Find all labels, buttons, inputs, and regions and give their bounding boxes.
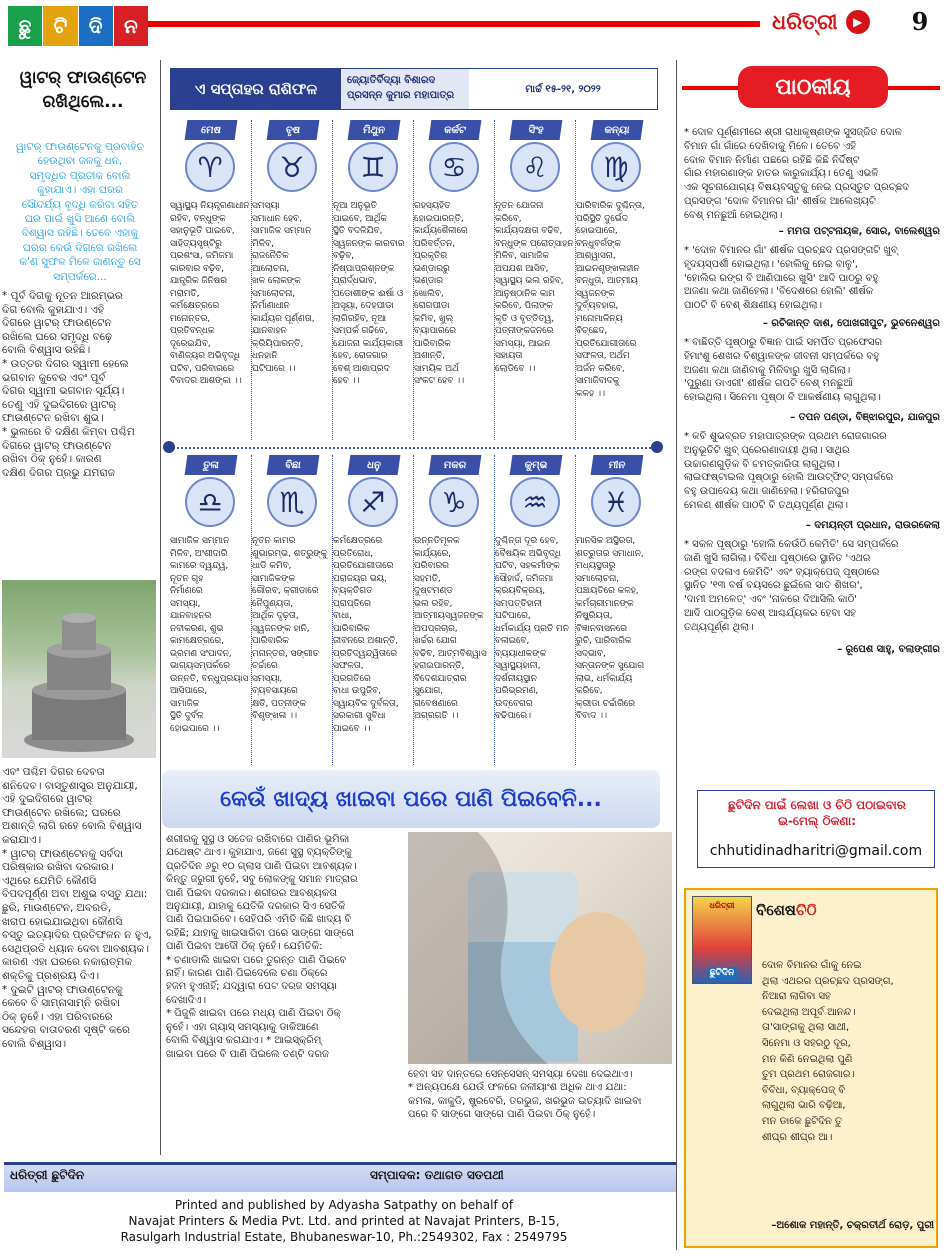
virgo-icon: ♍ (591, 142, 641, 192)
drinking-water-illustration (408, 832, 672, 1064)
article-column-2: ହେବା ସହ ଦାନ୍ତରେ ସେନ୍‌ସେସନ୍ ସମସ୍ୟା ଦେଖା ଦେଇଥାଏ। * ଅନ୍ୟପକ୍ଷେ ଯେଉଁ ଫଳରେ ଜଳୀୟାଂଶ ଅଧିକ ଥାଏ ଯଥା: କମଳା, କାକୁଡି, ଷ୍ଟ୍ରବେରି, ତରଭୁଜ, ଖରଭୁଜ ଇତ୍ୟାଦି ଖାଇବା ପରେ ବି ସାଙ୍ଗେ ସାଙ୍ଗେ ପାଣି ପିଇବା ଠିକ୍ ନୁହେଁ। (408, 1069, 642, 1121)
zodiac-label: ମକର (429, 455, 482, 475)
zodiac-scorpio (251, 455, 331, 765)
footer-editor: ସମ୍ପାଦକ: ତଥାଗତ ସତପଥୀ (370, 1168, 504, 1182)
horoscope-author: ଜ୍ୟୋତିର୍ବିଦ୍ୟା ବିଶାରଦ ପ୍ରସନ୍ନ କୁମାର ମହାପାତ୍ର (341, 69, 469, 109)
zodiac-capricorn (413, 455, 493, 765)
divider-dot (651, 441, 663, 453)
sagittarius-icon: ♐ (348, 477, 398, 527)
zodiac-libra (170, 455, 250, 765)
brand-chhutidina (8, 6, 148, 46)
special-letter-title (756, 898, 906, 922)
letter-2: * 'ଦୋଳ ବିମାନର ଗାଁ' ଶୀର୍ଷକ ପ୍ରଚ୍ଛଦ ପ୍ରସଙ୍ଗଟି ଖୁବ୍ ହୃଦୟସ୍ପର୍ଶୀ ହୋଇଥିଲା। 'ହୋଲିକୁ ନେଇ ବାଳୁ', 'ହୋଲିର ରଙ୍ଗ ବି ଆଣିପାରେ ଖୁସି' ଆଦି ପାଠରୁ ବହୁ ଅଜଣା କଥା ଜାଣିହେଲା। 'ବିଦେଶରେ ହୋଲି' ଶୀର୍ଷକ ପାଠଟି ବି ବେଶ୍ ଶିକ୍ଷଣୀୟ ହୋଇଥିଲା। (684, 245, 898, 312)
column-rule (160, 60, 161, 1155)
brand-char: ଟି (43, 6, 77, 46)
zodiac-aries (170, 120, 250, 440)
letter-4-signature: – ଦମୟନ୍ତୀ ପ୍ରଧାନ, ରାଉରକେଲା (805, 520, 940, 531)
cancer-icon: ♋ (429, 142, 479, 192)
zodiac-pisces (575, 455, 655, 765)
horoscope-divider (170, 447, 655, 449)
zodiac-sagittarius (332, 455, 412, 765)
brand-char: ନ (114, 6, 148, 46)
special-letter-box (684, 888, 938, 1248)
zodiac-label: ମୀନ (591, 455, 644, 475)
zodiac-cancer (413, 120, 493, 440)
cover-title: ଛୁଟିଦିନ (707, 967, 737, 979)
water-fountain-body-1: * ପୂର୍ବ ଦିଗକୁ ନୂତନ ଆରମ୍ଭର ଦିଗ ବୋଲି କୁହାଯାଏ। ଏହି ଦିଗରେ ୱାଟର୍ ଫାଉଣ୍ଟେନ ରଖିଲେ ଘରେ ସମୃଦ୍ଧି ବଢ଼େ ବୋଲି ବିଶ୍ୱାସ ରହିଛି। * ଉତ୍ତର ଦିଗର ସ୍ୱାମୀ ହେଲେ ଭଗବାନ କୁବେର ଏବଂ ପୂର୍ବ ଦିଗର ସ୍ୱାମୀ ଭଗବାନ ସୂର୍ଯ୍ୟ। ତେଣୁ ଏହି ଦୁଇଦିଗରେ ୱାଟର୍ ଫାଉଣ୍ଟେନ ରଖିବା ଶୁଭ। * ଭୁଲରେ ବି ଦକ୍ଷିଣ କିମ୍ବା ପଶ୍ଚିମ ଦିଗରେ ୱାଟର୍ ଫାଉଣ୍ଟେନ ରଖିବା ଠିକ୍ ନୁହେଁ। କାରଣ ଦକ୍ଷିଣ ଦିଗର ପ୍ରଭୁ ଯମରାଜ (2, 290, 135, 479)
zodiac-label: ମେଷ (185, 120, 238, 140)
water-fountain-title: ୱାଟର୍ ଫାଉଣ୍ଟେନ ରଖିଥିଲେ... (19, 68, 147, 112)
zodiac-text: ସାମାଜିକ ସମ୍ମାନ ମିଳିବ, ଅଂଶୀଦାରି କାମରେ ଦ୍ୱନ୍ଦ୍ୱ, ନୂତନ ଗୃହ ନିର୍ମାଣରେ ସମସ୍ୟା, ଯାନବାହନର ନବୀକରଣ, ଶୁଭ କାମକ୍ଷେତ୍ରରେ, ଭ୍ରମଣ ସଂପାଦନ, ଭାଗ୍ୟସମ୍ପର୍କରେ ଉନ୍ନତି, ବନ୍ଧୁପ୍ରୟାସ ଆସିପାରେ, ସାମାଜିକ ସ୍ଥିତି ଦୁର୍ବଳ ହୋଇପାରେ ।। (170, 536, 249, 734)
logo-text: ଧରିତ୍ରୀ (772, 9, 838, 34)
page-number: 9 (911, 7, 929, 36)
capricorn-icon: ♑ (429, 477, 479, 527)
zodiac-label: ଧନୁ (348, 455, 401, 475)
email-box (697, 790, 935, 868)
special-title-b: ଚିଠି (795, 901, 817, 919)
zodiac-text: ଉନ୍ନତିମୂଳକ କାର୍ଯ୍ୟରେ, ପରିବାରର ସହମତି, ଦୁଷ୍ଟମଣ୍ଡ ଭଲ ରହିବ, ଆତ୍ମୀୟସ୍ୱଜନଙ୍କ ଅପପ୍ରଚାର, ଖର୍ଚ୍ଚର ଯୋଗ ବଢିବ, ଆତ୍ମବିଶ୍ୱାସ ହରାଇପାରନ୍ତି, ବିଦେଶଯାତ୍ରାର ସୁଯୋଗ, ଗବେଷଣାରେ ଅଗ୍ରଗତି ।। (414, 536, 487, 721)
letter-3-signature: – ତପନ ପଣ୍ଡା, ବିଞ୍ଝାରପୁର, ଯାଜପୁର (790, 412, 940, 423)
special-title-a: ବିଶେଷ (756, 901, 796, 919)
letters-title: ପାଠକୀୟ (738, 66, 888, 108)
footer-paper-name: ଧରିତ୍ରୀ ଛୁଟିଦିନ (10, 1168, 85, 1182)
letter-5: * ସକଳ ପୃଷ୍ଠାରୁ 'ହୋଲି କେଉଁଠି କେମିତି' ସେ ସମ୍ପର୍କରେ ଜାଣି ଖୁସି ଲାଗିଲା। ବିବିଧା ପୃଷ୍ଠାରେ ସ୍ଥାନିତ 'ଏଥର ରଙ୍ଗ ବଦଳାଏ କେମିତି' ଏବଂ ବ୍ୟାକ୍‌ପେଜ୍ ପୃଷ୍ଠାରେ ସ୍ଥାନିତ '୧୩ ବର୍ଷ ବୟସରେ ଛୁଇଁଲେ ସାତ ଶିଖର', 'ଦାମୀ ଅମଳେତ୍' ଏବଂ 'ନାକରେ ଦିଆସିଲି କାଠି' ଆଦି ପାଠଗୁଡ଼ିକ ବେଶ୍ ଆଶ୍ଚର୍ଯ୍ୟକର ହେବା ସହ ତଥ୍ୟପୂର୍ଣ୍ଣ ଥିଲା। (684, 539, 899, 633)
email-header: ଛୁଟିଦିନ ପାଇଁ ଲେଖା ଓ ଚିଠି ପଠାଇବାର ଇ-ମେଲ୍ ଠିକଣା: (728, 798, 906, 828)
footer (4, 1162, 676, 1254)
zodiac-taurus (251, 120, 331, 440)
zodiac-gemini (332, 120, 412, 440)
play-icon: ▶ (846, 10, 870, 34)
leo-icon: ♌ (510, 142, 560, 192)
letter-1-signature: – ମମତା ପଟ୍ଟନାୟକ, ସୋର, ବାଲେଶ୍ୱର (778, 226, 940, 237)
article-column-1: ଶରୀରକୁ ସୁସ୍ଥ ଓ ସତେଜ ରଖିବାରେ ପାଣିର ଭୂମିକା ଯଥେଷ୍ଟ ଥାଏ। କୁହାଯାଏ, ଜଣେ ସୁସ୍ଥ ବ୍ୟକ୍ତିଙ୍କୁ ପ୍ରତିଦିନ ୬ରୁ ୧୦ ଗ୍ଲାସ ପାଣି ପିଇବା ଆବଶ୍ୟକ। କିନ୍ତୁ ଜରୁରୀ ନୁହେଁ, ସବୁ ଲୋକଙ୍କୁ ସମାନ ମାତ୍ରାର ପାଣି ପିଇବା ଦରକାର। ଶରୀରର ଆବଶ୍ୟକତା ଅନୁଯାୟୀ, ଯାହାକୁ ଯେତିକି ଦରକାର ସିଏ ସେତିକି ପାଣି ପିଇପାରିବେ। ସେହିପରି ଏମିତି କିଛି ଖାଦ୍ୟ ବି ରହିଛି; ଯାହାକୁ ଖାଇସାରିବା ପରେ ସାଙ୍ଗେ ସାଙ୍ଗେ ପାଣି ପିଇବା ଆଦୌ ଠିକ୍ ନୁହେଁ। ଯେମିତିକି: * ଚଣାଡାଲି ଖାଇବା ପରେ ତୁରନ୍ତ ପାଣି ପିଇବେ ନାହିଁ। କାରଣ ପାଣି ପିଇଦେଲେ ଚଣା ଠିକ୍‌ରେ ହଜମ ହୁଏନାହିଁ; ଯଦ୍ୱାରା ପେଟ ଦରଜ ସମସ୍ୟା ଦେଖାଦିଏ। * ପିଜୁଳି ଖାଇବା ପରେ ମଧ୍ୟ ପାଣି ପିଇବା ଠିକ୍ ନୁହେଁ। ଏହା ଗ୍ୟାସ୍ ସମସ୍ୟାକୁ ଡାକିଆଣେ ବୋଲି ବିଶ୍ୱାସ କରାଯାଏ। * ଆଇସ୍‌କ୍ରିମ୍ ଖାଇବା ପରେ ବି ପାଣି ପିଇଲେ ତଣ୍ଟି ଦରଜ (166, 834, 358, 1060)
letter-4: * କବି ଶୁଭବ୍ରତ ମହାପାତ୍ରଙ୍କ ପ୍ରଥମ ରୋଜଗାରର ଅନୁଭୂତିଟି ଖୁବ୍ ପ୍ରେରଣାଦାୟୀ ଥିଲା। ସାଥିର ଉଚ୍ଚାରଣଗୁଡ଼ିକ ବି ଚମତ୍କାରିତା ଲାଗୁଥିଲା। ଲାଇଫଷ୍ଟାଇଲ ପୃଷ୍ଠାରୁ ହୋଲି ଆଉଟ୍‌ଫିଟ୍ ସମ୍ପର୍କରେ ବହୁ ଉପାଦେୟ କଥା ଜାଣିହେଲା। ହରିରାଜପୁର ମେଳଣ ଶୀର୍ଷକ ପାଠଟି ବି ତଥ୍ୟପୂର୍ଣ୍ଣ ଥିଲା। (684, 431, 894, 511)
dharitri-logo (772, 4, 887, 40)
zodiac-label: ସିଂହ (510, 120, 563, 140)
footer-imprint: Printed and published by Adyasha Satpathy on behalf of Navajat Printers & Media Pvt. Ltd. and printed at Navajat Printers, B-15, Rasulgarh Industrial Estate, Bhubaneswar-10, Ph.:2549302, Fax : 2549795 (120, 1198, 568, 1244)
zodiac-text: ନୂଆ ଅନୁଭୂତି ପାଇବେ, ଆର୍ଥିକ ସ୍ଥିତି ବଦଳିଯିବ, ସ୍ୱଜନଙ୍କ କାରବାର ବଢ଼ିବ, ନିଷ୍ପାପ୍ରଶ୍ନଙ୍କ ପ୍ରାର୍ଦ୍ଧଭାବ, ପଡୋଶୀଙ୍କ ଈର୍ଷା ଓ ଅସୂୟା, ଦେହପୀଡା ଲାଗିରହିବ, ନୂଆ ସମ୍ପର୍କ ଗଢିବେ, ଯୋଜନା କାର୍ଯ୍ୟକାରୀ ହେବ, ରୋଜଗାର ବେଶ୍ ଆଶାପ୍ରଦ ହେବ ।। (333, 201, 405, 386)
divider-dot (163, 441, 175, 453)
zodiac-text: ନୂତନ ଯୋଜନା କରିବେ, କାର୍ଯ୍ୟଦକ୍ଷତା ବଢିବ, ବନ୍ଧୁଙ୍କ ପ୍ରୋତ୍ସାହନ ମିଳିବ, ସାମାଜିକ ଅପଯଶ ଆସିବ, ସ୍ୱାସ୍ଥ୍ୟ ଭଲ ରହିବ, ଆନୁଷ୍ଠାନିକ କାମ କରିବେ, ପିଲାଙ୍କ କୃତି ଓ ବୃତ୍ତିତ୍ୱ, ପତ୍ନୀଙ୍କଜନରେ ସମସ୍ୟା, ଆଇନ ସହାୟତା ଲୋଡିବେ ।। (495, 201, 574, 374)
zodiac-aquarius (494, 455, 574, 765)
zodiac-text: ପାରିବାରିକ ଦୁଶ୍ଚିନ୍ତା, ପରିସ୍ଥିତି ଦୁର୍ଭେଦ ହୋଇପାରେ, ବନ୍ଧୁବର୍ଗଙ୍କ ଆଶ୍ୱାସନା, ଆଇନଶୃଙ୍ଖଳାହୀନ ବନ୍ଧୁତା, ଆତ୍ମୀୟ ସ୍ୱଜନଙ୍କ ଦୁର୍ବ୍ୟବହାର, ମନୋମାଳିନ୍ୟ ବିଚ୍ଛେଦ, ପ୍ରତିଯୋଗୀତାରେ ସଫଳତା, ଅର୍ଥମ ଅର୍ଜନ କରିବେ, ସାମାଜିବାଦକୁ କଳହ ।। (576, 201, 645, 399)
aquarius-icon: ♒ (510, 477, 560, 527)
zodiac-label: ତୁଳା (185, 455, 238, 475)
letter-2-signature: – ରଚିକାନ୍ତ ଦାଶ, ପୋଖରୀପୁଟ, ଭୁବନେଶ୍ୱର (762, 318, 940, 329)
aries-icon: ♈ (185, 142, 235, 192)
zodiac-text: ମାନସିକ ଅସ୍ଥିରତା, ଶତ୍ରୁତାର ସମାଧାନ, ମଧ୍ୟସ୍ଥତାରୁ ସମାଲୋଚନା, ପଞ୍ଚାୟତିରେ କଳହ, କର୍ମଚାରୀମାନଙ୍କ ନିଷ୍କ୍ରିୟତା, ବିଜ୍ଞାନବାସନରେ ରୁଚି, ପାରିବାରିକ ସଦ୍ଭାବ, ସନ୍ତାନଙ୍କ ସୁଯୋଗ ଲାଭ, ଧର୍ମକାର୍ଯ୍ୟ କରିବେ, କ୍ରୀଡା ଚର୍ଚ୍ଚାରିରେ ବିବାଦ ।। (576, 536, 645, 721)
drinking-water-photo (408, 832, 672, 1064)
zodiac-text: ନୂତନ କାମର ଶୁଭାରମ୍ଭ, ଶତ୍ରୁଙ୍କୁ ଧାଡି କମିବ, ସାମାଜିକଙ୍କ ଗୌରବ, କ୍ରୀଡାରେ ନୈପୁଣ୍ୟତା, ଆର୍ଥିକ ଦୃଢ଼ତା, ସ୍ୱଜନଙ୍କ ହାନି, ପାରିବାରିକ ମନାନ୍ତର, ସଙ୍ଗୀତ ଚର୍ଚ୍ଚାରେ ସମସ୍ୟା, ବ୍ୟବସାୟରେ କ୍ଷତି, ପତ୍ନୀଙ୍କ ବିଶୃଙ୍ଖଳା ।। (252, 536, 328, 721)
pisces-icon: ♓ (591, 477, 641, 527)
libra-icon: ♎ (185, 477, 235, 527)
gemini-icon: ♊ (348, 142, 398, 192)
water-fountain-intro: ୱାଟର୍ ଫାଉଣ୍ଟେନକୁ ପ୍ରବାହିତ ହେଉଥିବା ଜଳକୁ ଧନ, ସମୃଦ୍ଧିର ପ୍ରତୀକ ବୋଲି କୁହାଯାଏ। ଏହା ଘରର ସୌନ୍ଦର୍ଯ୍ୟ ବୃଦ୍ଧି କରିବା ସହିତ ଘର ପାଇଁ ଖୁସି ଆଣେ ବୋଲି ବିଶ୍ୱାସ ରହିଛି। ତେବେ ଏହାକୁ ଘରର କେଉଁ ଦିଗରେ ରଖିଲେ କ'ଣ ସୁଫଳ ମିଳେ ଜାଣନ୍ତୁ ସେ ସମ୍ପର୍କରେ... (16, 141, 144, 283)
column-rule (676, 60, 677, 1250)
brand-char: ଛୁ (8, 6, 42, 46)
article-headline: କେଉଁ ଖାଦ୍ୟ ଖାଇବା ପରେ ପାଣି ପିଇବେନି... (162, 770, 660, 828)
horoscope-title: ଏ ସପ୍ତାହର ରାଶିଫଳ (171, 69, 341, 109)
zodiac-leo (494, 120, 574, 440)
magazine-cover (692, 896, 752, 984)
water-fountain-photo (2, 580, 156, 758)
special-letter-signature: –ଅଶୋକ ମହାନ୍ତି, ଚକ୍ରତୀର୍ଥ ରୋଡ଼, ପୁରୀ (771, 1220, 934, 1231)
letter-3: * ବାଛିତ୍ତି ପୃଷ୍ଠାରୁ ବିଜ୍ଞାନ ପାଇଁ ସମର୍ପିତ ପ୍ରଫେସର ହିମାଂଶୁ ଶେଖର ବିଶ୍ୱାଳଙ୍କ ଜୀବନୀ ସମ୍ପର୍କରେ ବହୁ ଅଜଣା କଥା ଜାଣିବାକୁ ମିଳିବାରୁ ଖୁସି ଲାଗିଲା। 'ପୁରୁଣା ଡାଏରୀ' ଶୀର୍ଷକ ଗପଟି ବେଶ୍ ମନଛୁଆଁ ହୋଇଥିଲା। ସିନେମା ପୃଷ୍ଠା ବି ଆକର୍ଷଣୀୟ ଲାଗୁଥିଲା। (684, 337, 883, 404)
zodiac-virgo (575, 120, 655, 440)
zodiac-label: ବିଛା (267, 455, 320, 475)
zodiac-label: ବୃଷ (267, 120, 320, 140)
zodiac-label: ମିଥୁନ (348, 120, 401, 140)
zodiac-text: ସ୍ୱାସ୍ଥ୍ୟ ନିୟନ୍ତ୍ରଣାଧୀନ ରହିବ, ବନ୍ଧୁଙ୍କ ସହାନୁଭୂତି ପାଇବେ, ସାହିତ୍ୟସୃଷ୍ଟିରୁ ପ୍ରଶଂସା, ଜମିଜମା କାରବାର ବଢ଼ିବ, ଯାନ୍ତ୍ରିକ ଜିନିଷର ମରାମତି, କର୍ମକ୍ଷେତ୍ରରେ ମନୋନ୍ତର, ପ୍ରତିବନ୍ଧକ ଦୂରେଇଯିବ, ବାଣିଜ୍ୟର ଅଭିବୃଦ୍ଧି ଘଟିବ, ପରିବାରରେ ବିବାଦର ଆଶଙ୍କା ।। (170, 201, 250, 386)
horoscope-header (170, 68, 658, 110)
letter-1: * ଦୋଳ ପୂର୍ଣ୍ଣମୀରେ ଶ୍ରୀ ରାଧାକୃଷ୍ଣଙ୍କ ସୁସଜ୍ଜିତ ଦୋଳ ବିମାନ ଗାଁ ଗାଁରେ ଦେଖିବାକୁ ମିଳେ। ତେବେ ଏହି ଦୋଳ ବିମାନ ନିର୍ମାଣ ପଛରେ ରହିଛି କିଛି ନିର୍ଦ୍ଦିଷ୍ଟ ଗାଁର ମହାରଣାଙ୍କ ହାତର କାରୁକାର୍ଯ୍ୟ। ତେଣୁ ଏଭଳି ଏକ ସୂଚନାଯୋଗ୍ୟ ବିଷୟବସ୍ତୁକୁ ନେଇ ପ୍ରସ୍ତୁତ ପ୍ରଚ୍ଛଦ ପ୍ରସଙ୍ଗ 'ଦୋଳ ବିମାନର ଗାଁ' ଶୀର୍ଷକ ଆଲେଖ୍ୟଟି ବେଶ୍ ମନଛୁଆଁ ହୋଇଥିଲା। (684, 127, 910, 221)
letters-header (682, 64, 940, 116)
letter-5-signature: – ରୂପେଶ ସାହୁ, ବଲାଙ୍ଗୀର (837, 644, 940, 655)
scorpio-icon: ♏ (267, 477, 317, 527)
zodiac-text: ସମସ୍ୟା ସମାଧାନ ହେବ, ସାମାଜିକ ସମ୍ମାନ ମିଳିବ, ରାଜନୈତିକ ଆଲୋଚନା, ଖଳ ଲୋକଙ୍କ ସମାଲୋଚନା, ନିର୍ମାଣାଧୀନ କାର୍ଯ୍ୟର ପୂର୍ଣ୍ଣତା, ଯାନବାହନ କ୍ରିୟିପାରନ୍ତି, ଧନହାନି ଘଟିପାରେ ।। (252, 201, 315, 374)
header-rule (148, 21, 760, 27)
zodiac-text: କର୍ମକ୍ଷେତ୍ରରେ ପ୍ରତିରୋଧ, ପ୍ରତିଯୋଗୀତାରେ ପରାଜୟର ଭୟ, ବ୍ୟକ୍ତିଗତ ପ୍ରାପ୍ତିରେ ବାଧା, ପାରିବାରିକ ଜୀବନରେ ଅଶାନ୍ତି, ପ୍ରତିଦ୍ୱନ୍ଦ୍ୱିତାରେ ସଫଳତା, ପ୍ରଗତିରେ ବାଧା ଉପୁଜିବ, ସ୍ୱାୟବିକ ଦୁର୍ବଳତା, ସରକାରୀ ସୁବିଧା ପାଇବେ ।। (333, 536, 399, 734)
water-fountain-body-2: ଏବଂ ପଶ୍ଚିମ ଦିଗର ଦେବତା ଶନିଦେବ। ବାସ୍ତୁଶାସ୍ତ୍ର ଅନୁଯାୟୀ, ଏହି ଦୁଇଦିଗରେ ୱାଟର୍ ଫାଉଣ୍ଟେନ ରଖିଲେ; ଘରରେ ଅଶାନ୍ତି ଲାଗି ରହେ ବୋଲି ବିଶ୍ୱାସ କରାଯାଏ। * ୱାଟର୍ ଫାଉଣ୍ଟେନକୁ ସର୍ବଦା ପରିଷ୍କାର ରଖିବା ଦରକାର। ଏଥିରେ ଯେମିତି କୌଣସି ବିପଦପୂର୍ଣ୍ଣ ଅବା ଅଶୁଭ ବସ୍ତୁ ଯଥା: ଛୁରି, ମାଉଣ୍ଟେନ, ଅବରଡି, ଖରାପ ହୋଇଯାଇଥିବା କୌଣସି ବସ୍ତୁ ଇତ୍ୟାଦିର ପ୍ରତିଫଳନ ନ ହୁଏ, ସେଥିପ୍ରତି ଧ୍ୟାନ ଦେବା ଆବଶ୍ୟକ। କାରଣ ଏହା ଘରରେ ନକାରାତ୍ମକ ଶକ୍ତିକୁ ପ୍ରଶ୍ରୟ ଦିଏ। * ଦୁଇଟି ୱାଟର୍ ଫାଉଣ୍ଟେନକୁ କେବେ ବି ସାମ୍ନାସାମ୍ନି ରଖିବା ଠିକ୍ ନୁହେଁ। ଏହା ପରିବାରରେ ସନ୍ଦେହର ବାତାବରଣ ସୃଷ୍ଟି କରେ ବୋଲି ବିଶ୍ୱାସ। (2, 766, 152, 1050)
zodiac-label: କନ୍ୟା (591, 120, 644, 140)
cover-logo: ଧରିତ୍ରୀ (709, 901, 735, 910)
zodiac-label: କୁମ୍ଭ (510, 455, 563, 475)
brand-char: ଦି (79, 6, 113, 46)
horoscope-date: ମାର୍ଚ୍ଚ ୧୫-୨୧, ୨୦୨୨ (525, 83, 601, 95)
fountain-illustration (2, 580, 156, 758)
taurus-icon: ♉ (267, 142, 317, 192)
zodiac-label: କର୍କଟ (429, 120, 482, 140)
email-address[interactable]: chhutidinadharitri@gmail.com (709, 843, 923, 859)
zodiac-text: ଦୁଶ୍ଚିନ୍ତା ଦୂର ହେବ, ବୈଷୟିକ ଅଭିବୃଦ୍ଧି ଘଟିବ, ସହକର୍ମୀଙ୍କ ସୌହାର୍ଦ୍ଦ, ଜମିଜମା କ୍ରୟବିକ୍ରୟ, ସମ୍ପତ୍ତିହାନୀ ଘଟିପାରେ, ଧର୍ମକାର୍ଯ୍ୟ ପ୍ରତି ମନ ବଳାଇବେ, ବ୍ୟୟାଧୀକଙ୍କ ସ୍ୱାସ୍ଥ୍ୟହାନୀ, ଦର୍ଶନୀୟସ୍ଥାନ ପରିଭ୍ରମଣ, ଉଦ୍ବେଗର ବଢିପାରେ। (495, 536, 569, 721)
special-letter-text: ଦୋଳ ବିମାନର ଗାଁକୁ ନେଇ ଥିଲା ଏଥରର ପ୍ରଚ୍ଛଦ ପ୍ରସଙ୍ଗ, ନିଆରା ଲାଗିବା ସହ ଦେଇଥିଲା ଅପୂର୍ବ ଆନନ୍ଦ। ତା'ସାଙ୍ଗକୁ ଥିଲା ସାଥୀ, ସିନେମା ଓ ସହରଠୁ ଦୂର, ମନ କିଣି ନେଇଥିଲା ପୁଣି ତୁମ ପ୍ରଥମ ରୋଜଗାର। ବିବିଧା, ବ୍ୟାକ୍‌ପେଜ୍ ବି ଲାଗୁଥିଲା ଭାରି ବଢ଼ିଆ, ମନ ଡାକେ ଛୁଟିଦିନ ତୁ ଶୀଘ୍ର ଶୀଘ୍ର ଆ। (762, 960, 894, 1143)
zodiac-text: ରହସ୍ୟହିତ ହୋଇପାରନ୍ତି, କାର୍ଯ୍ୟଶୈଳୀରେ ପରିବର୍ତ୍ତନ, ପ୍ରକୃତିର ଭଣ୍ଡାରରୁ ଭଣ୍ଡାର ଖୋଲିବ, ରୋଗପୀଡା କମିବ, ଖୁଲ୍ ବ୍ୟାପାରରେ ପାରିବାରିକ ଅଶାନ୍ତି, ସାମୟିକ ଅର୍ଥ ସଂକଟ ହେବ ।। (414, 201, 468, 386)
